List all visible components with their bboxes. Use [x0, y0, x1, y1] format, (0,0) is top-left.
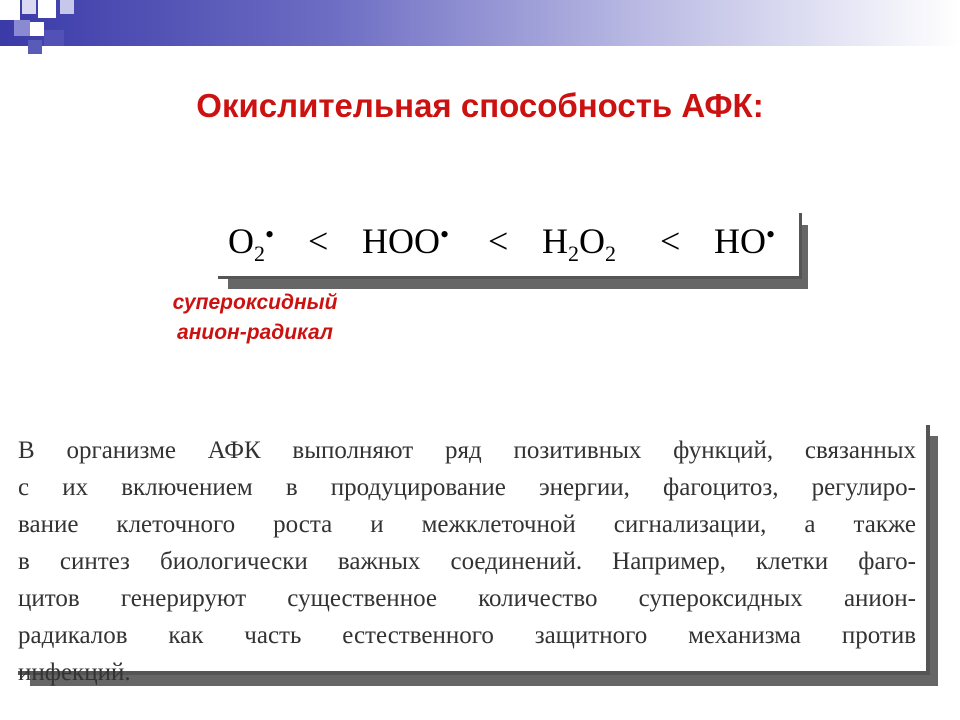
- paragraph-line: вание клеточного роста и межклеточной сигнализации, а также: [18, 511, 916, 538]
- decorative-square: [30, 22, 44, 36]
- decorative-square: [38, 0, 56, 18]
- decorative-square: [22, 0, 36, 14]
- decorative-header-band: [0, 0, 960, 46]
- paragraph-line: с их включением в продуцирование энергии, фагоцитоз, регулиро-: [18, 474, 916, 501]
- superoxide-caption-line1: супероксидный: [172, 291, 338, 314]
- superoxide-caption-line2: анион-радикал: [177, 321, 333, 344]
- paragraph-line: инфекций.: [18, 659, 131, 686]
- formula-less-than: <: [488, 221, 509, 261]
- formula-less-than: <: [660, 221, 681, 261]
- ros-functions-paragraph: [18, 432, 916, 691]
- formula-term-hydrogen-peroxide: $H_2O_2$: [542, 221, 616, 266]
- decorative-square: [0, 0, 20, 20]
- paragraph-line: радикалов как часть естественного защитного механизма против: [18, 622, 916, 649]
- decorative-square: [28, 40, 42, 54]
- paragraph-line: цитов генерируют существенное количество супероксидных анион-: [18, 585, 916, 612]
- ros-oxidation-formula: [220, 214, 800, 276]
- formula-term-hydroperoxyl: HOO•: [362, 220, 450, 261]
- decorative-square: [44, 30, 64, 46]
- formula-less-than: <: [308, 221, 329, 261]
- decorative-square: [60, 0, 74, 14]
- paragraph-line: в синтез биологически важных соединений. Например, клетки фаго-: [18, 548, 916, 575]
- slide-title: Окислительная способность АФК:: [196, 87, 764, 124]
- decorative-square: [14, 20, 30, 36]
- paragraph-line: В организме АФК выполняют ряд позитивных функций, связанных: [18, 437, 916, 464]
- formula-term-hydroxyl: HO•: [714, 220, 776, 261]
- formula-term-superoxide: $O_2^•$: [228, 220, 275, 266]
